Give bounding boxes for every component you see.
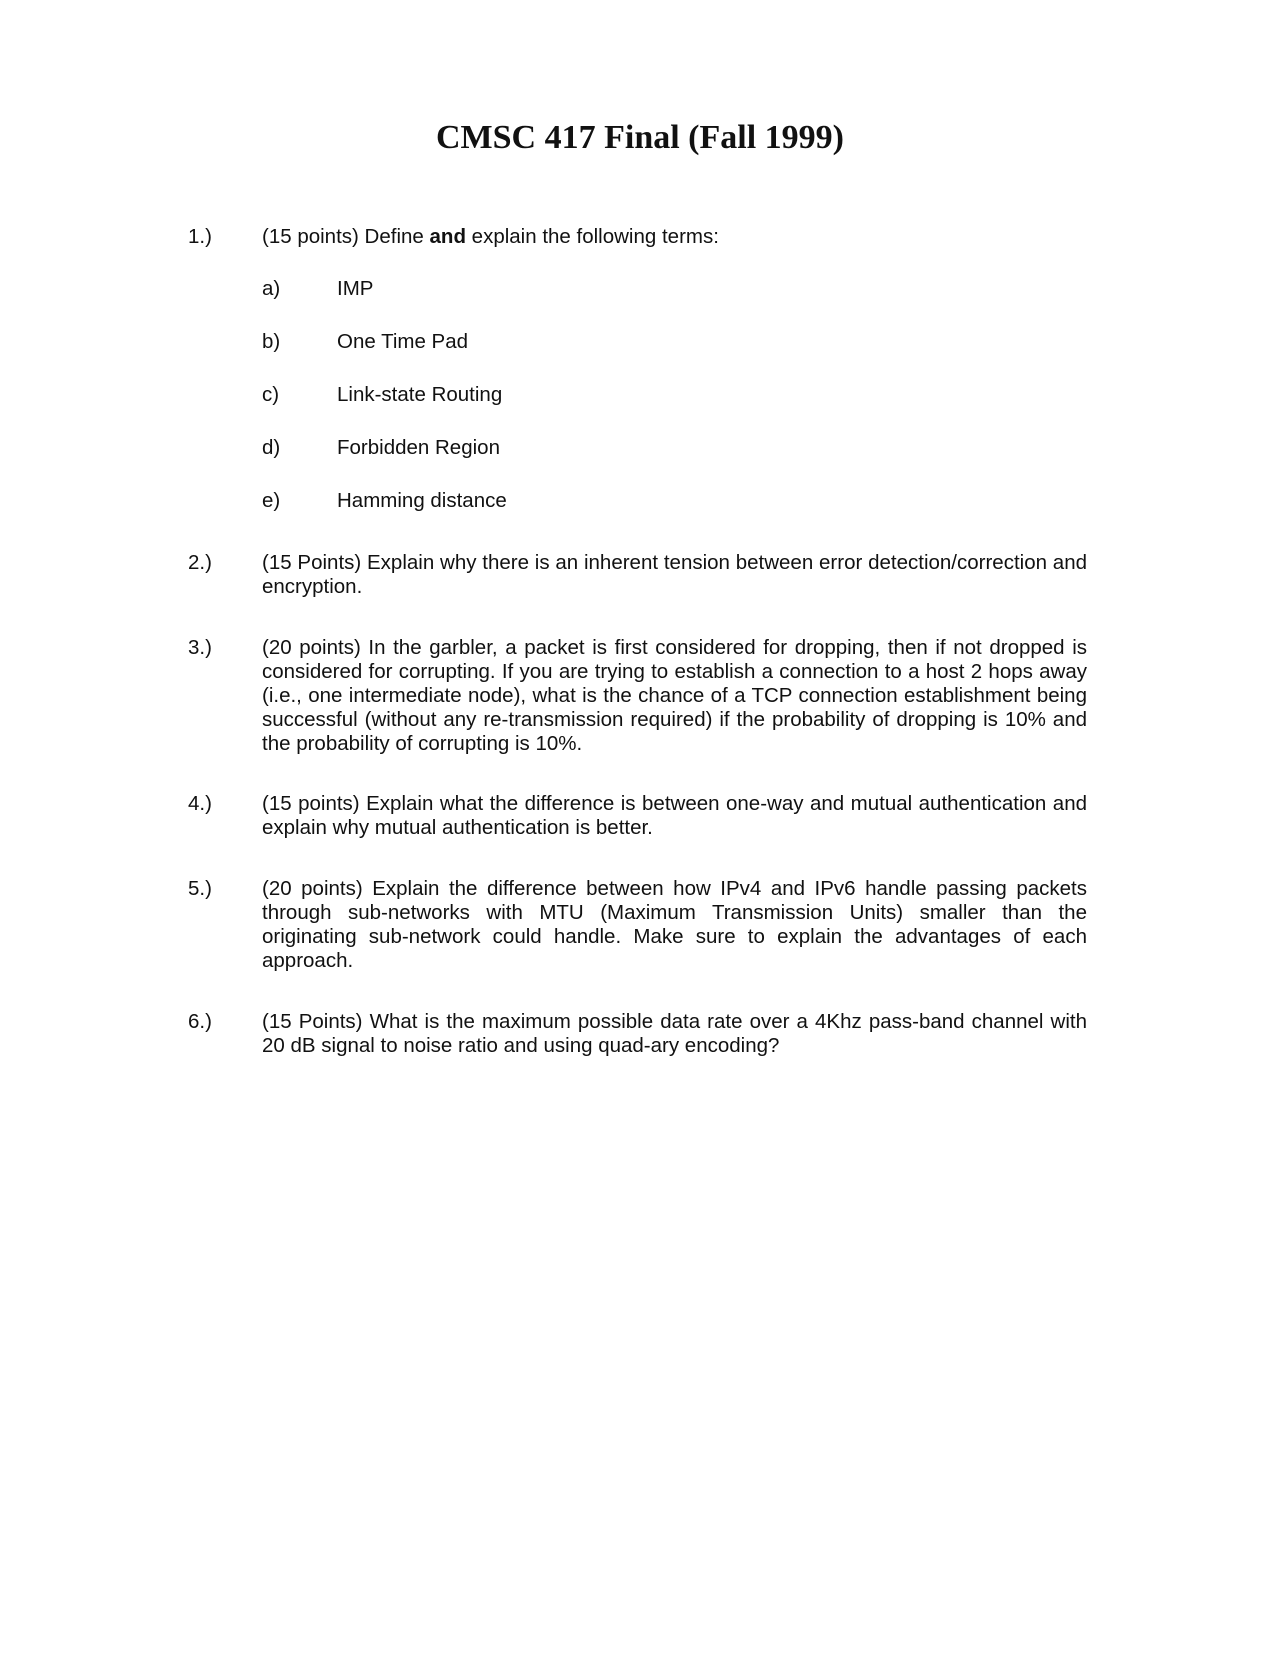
subitem-b-term: One Time Pad <box>337 330 469 353</box>
question-4-text: (15 points) Explain what the difference is between one-way and mutual authentication and explain why mutual authentication is better. <box>262 792 1087 839</box>
question-5-number: 5.) <box>188 877 212 900</box>
subitem-c-term: Link-state Routing <box>337 383 503 406</box>
subitem-c-letter: c) <box>262 383 280 406</box>
question-2-number: 2.) <box>188 551 212 574</box>
question-1-number: 1.) <box>188 225 212 248</box>
subitem-d-term: Forbidden Region <box>337 436 500 459</box>
question-1-text-bold: and <box>429 225 466 248</box>
question-6-number: 6.) <box>188 1010 212 1033</box>
question-5-text: (20 points) Explain the difference between how IPv4 and IPv6 handle passing packets through sub-networks with MTU (Maximum Transmission Units) smaller than the originating sub-network could handle. Make sure to explain the advantages of each approach. <box>262 877 1087 972</box>
subitem-a-term: IMP <box>337 277 374 300</box>
question-2-text: (15 Points) Explain why there is an inherent tension between error detection/correction and encryption. <box>262 551 1087 598</box>
subitem-e-letter: e) <box>262 489 281 512</box>
subitem-b-letter: b) <box>262 330 281 353</box>
question-1-text <box>262 225 1087 249</box>
question-1-text-before: (15 points) Define <box>262 225 430 248</box>
subitem-e-term: Hamming distance <box>337 489 507 512</box>
question-4-number: 4.) <box>188 792 212 815</box>
subitem-d-letter: d) <box>262 436 281 459</box>
subitem-a-letter: a) <box>262 277 281 300</box>
question-3-text: (20 points) In the garbler, a packet is first considered for dropping, then if not dropped is considered for corrupting. If you are trying to establish a connection to a host 2 hops away (i.e., one intermediate node), what is the chance of a TCP connection establishment being successful (without any re-transmission required) if the probability of dropping is 10% and the probability of corrupting is 10%. <box>262 636 1087 755</box>
page-title: CMSC 417 Final (Fall 1999) <box>436 119 844 156</box>
question-1-text-after: explain the following terms: <box>465 225 719 248</box>
question-6-text: (15 Points) What is the maximum possible data rate over a 4Khz pass-band channel with 20 dB signal to noise ratio and using quad-ary encoding? <box>262 1010 1087 1057</box>
question-3-number: 3.) <box>188 636 212 659</box>
